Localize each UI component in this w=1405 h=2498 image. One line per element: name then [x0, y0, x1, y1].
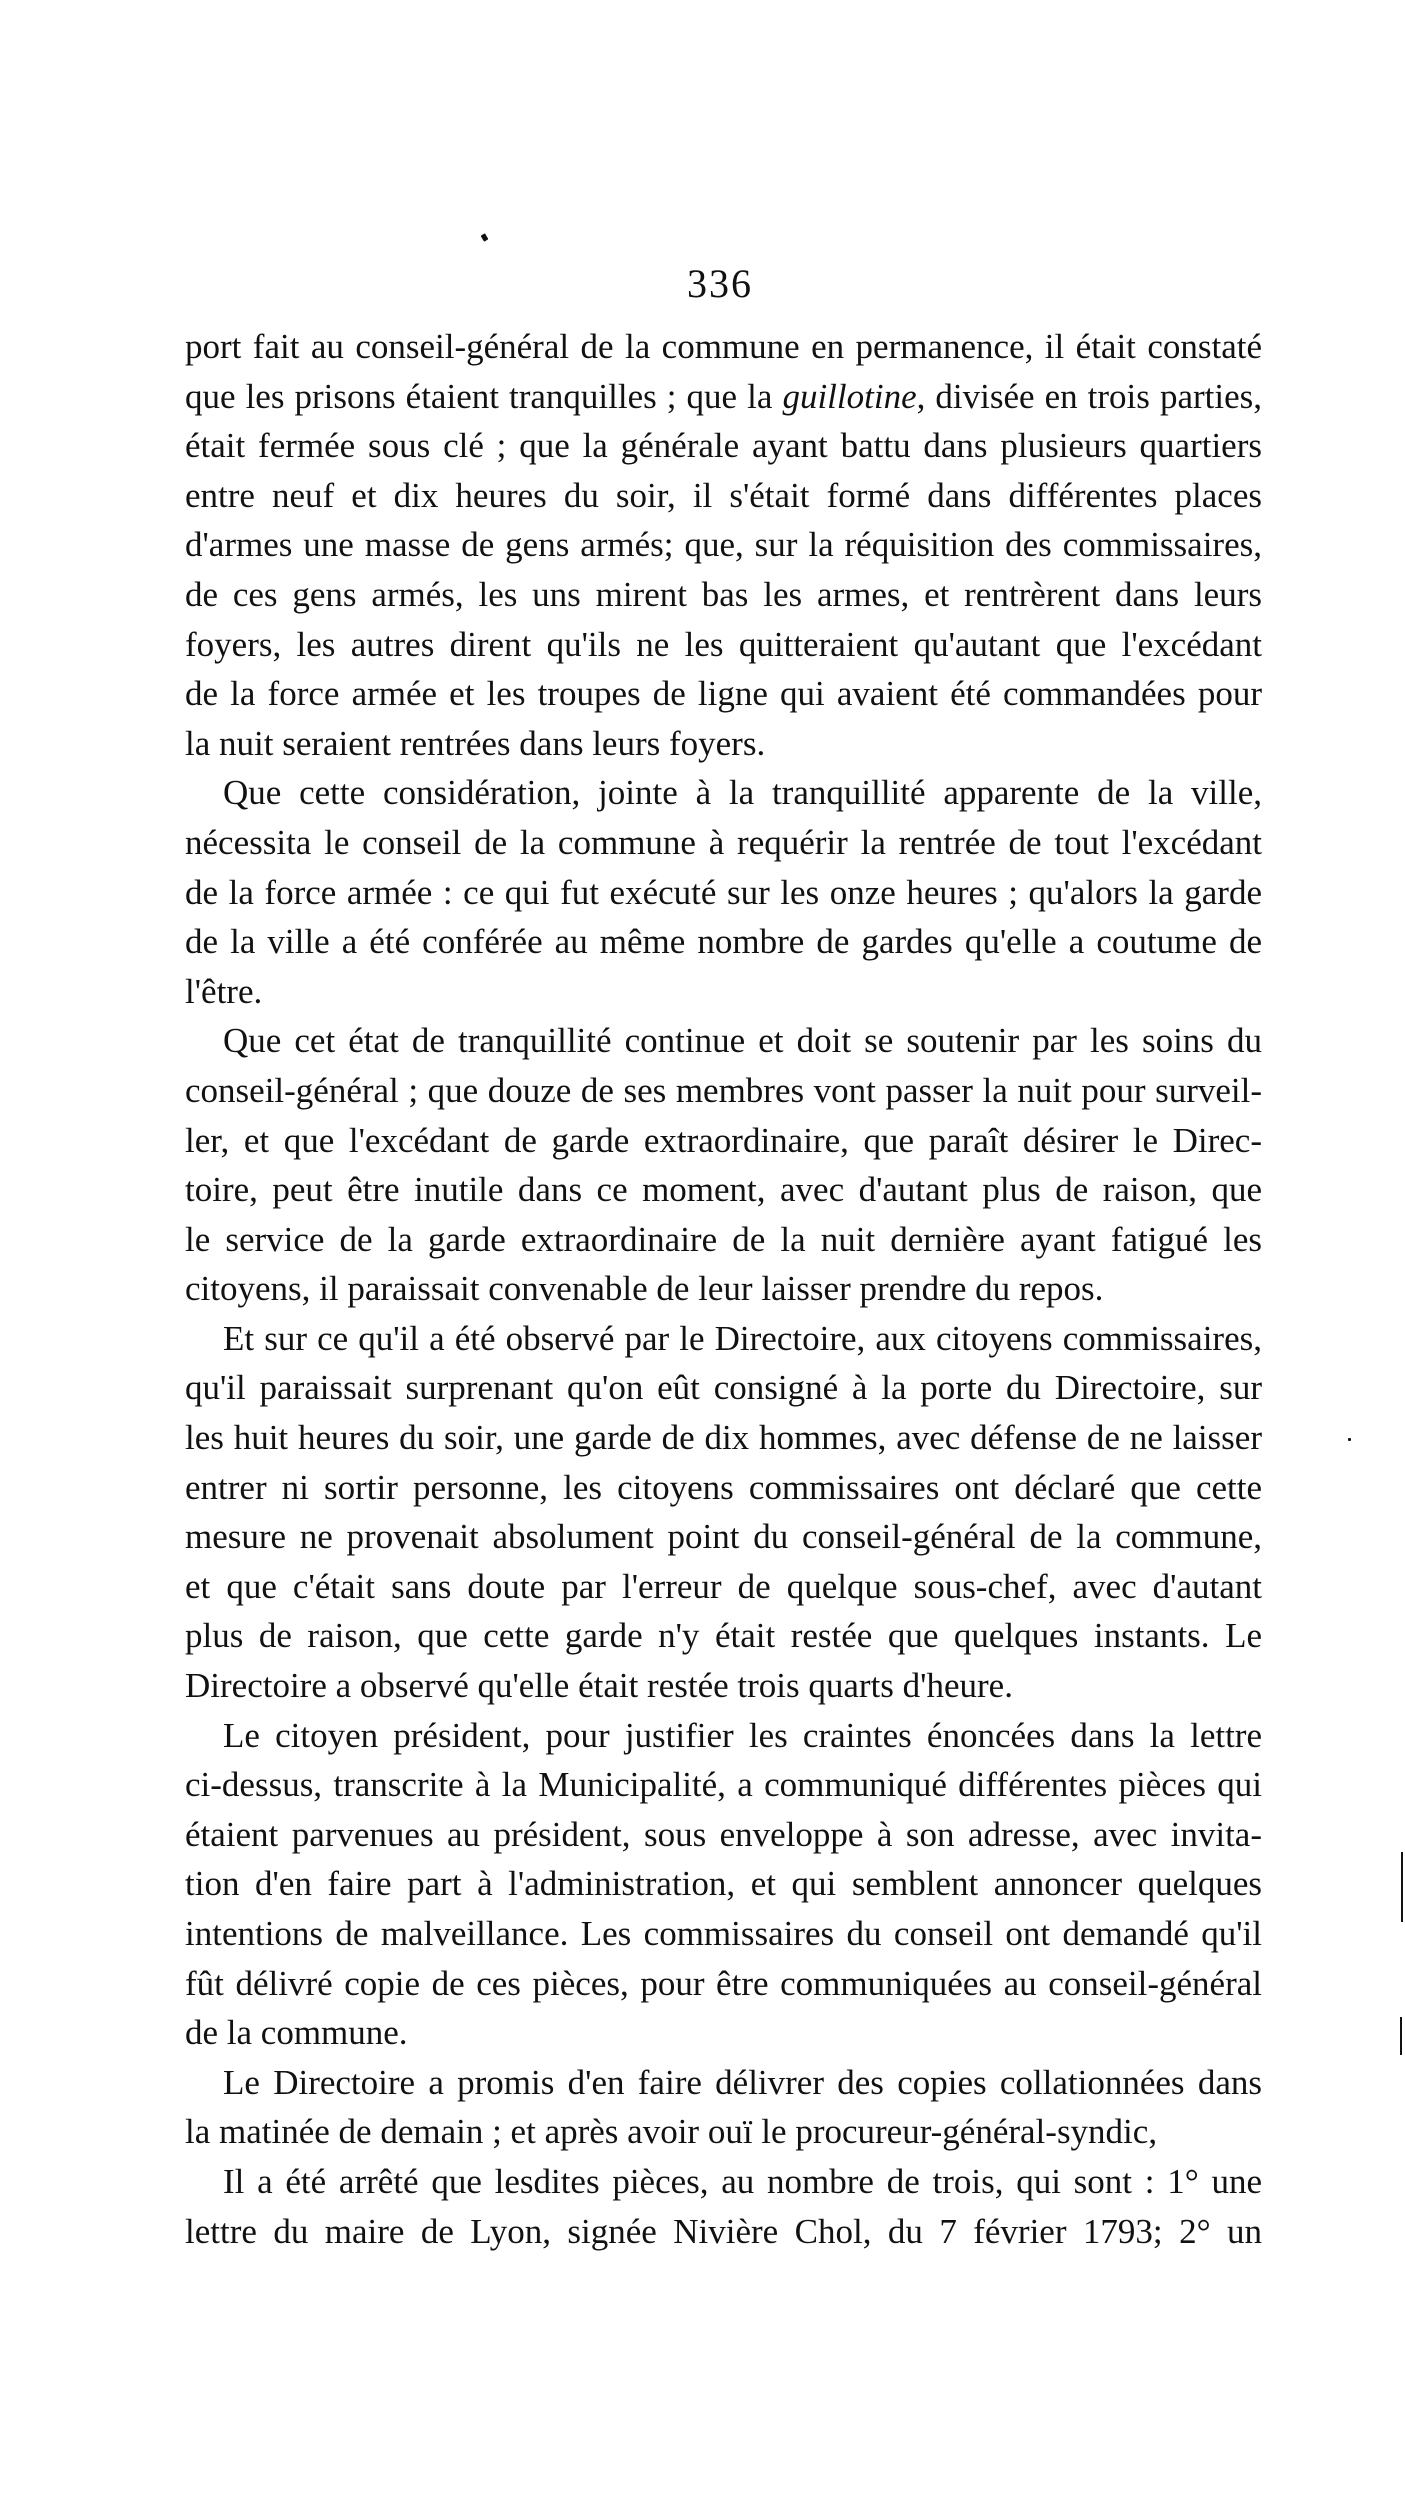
- text-line: de la ville a été conférée au même nombre de gardes qu'elle a coutume de: [185, 922, 1262, 962]
- body-text: [185, 322, 1262, 2256]
- text-line: les huit heures du soir, une garde de dix hommes, avec défense de ne laisser: [185, 1418, 1262, 1458]
- text-line: la matinée de demain ; et après avoir ouï le procureur-général-syndic,: [185, 2112, 1158, 2152]
- text-line: entrer ni sortir personne, les citoyens commissaires ont déclaré que cette: [185, 1467, 1262, 1507]
- text-line: qu'il paraissait surprenant qu'on eût consigné à la porte du Directoire, sur: [185, 1368, 1262, 1408]
- text-line: Le Directoire a promis d'en faire délivrer des copies collationnées dans: [223, 2062, 1262, 2102]
- text-line: nécessita le conseil de la commune à requérir la rentrée de tout l'excédant: [185, 822, 1262, 862]
- text-line: plus de raison, que cette garde n'y était restée que quelques instants. Le: [185, 1616, 1262, 1656]
- text-line: entre neuf et dix heures du soir, il s'était formé dans différentes places: [185, 475, 1262, 515]
- scan-speck: [1348, 1438, 1351, 1441]
- text-line: intentions de malveillance. Les commissaires du conseil ont demandé qu'il: [185, 1914, 1262, 1953]
- paragraph: [185, 322, 1262, 768]
- text-line: de la force armée et les troupes de ligne qui avaient été commandées pour: [185, 674, 1262, 714]
- text-line: était fermée sous clé ; que la générale ayant battu dans plusieurs quartiers: [185, 426, 1262, 466]
- text-line: mesure ne provenait absolument point du conseil-général de la commune,: [185, 1517, 1262, 1557]
- text-line: la nuit seraient rentrées dans leurs foyers.: [185, 723, 766, 763]
- text-line: lettre du maire de Lyon, signée Nivière Chol, du 7 février 1793; 2° un: [185, 2211, 1262, 2251]
- text-line: d'armes une masse de gens armés; que, sur la réquisition des commissaires,: [185, 525, 1262, 565]
- text-line: Le citoyen président, pour justifier les craintes énoncées dans la lettre: [223, 1715, 1262, 1755]
- text-line: de la commune.: [185, 2013, 408, 2053]
- text-line: le service de la garde extraordinaire de la nuit dernière ayant fatigué les: [185, 1219, 1262, 1259]
- text-line: ci-dessus, transcrite à la Municipalité, a communiqué différentes pièces qui: [185, 1765, 1262, 1805]
- text-line: foyers, les autres dirent qu'ils ne les quitteraient qu'autant que l'excédant: [185, 624, 1262, 664]
- text-line: de ces gens armés, les uns mirent bas les armes, et rentrèrent dans leurs: [185, 574, 1262, 614]
- text-line: toire, peut être inutile dans ce moment, avec d'autant plus de raison, que: [185, 1170, 1262, 1210]
- paragraph: [185, 1016, 1262, 1314]
- text-line: tion d'en faire part à l'administration, et qui semblent annoncer quelques: [185, 1864, 1262, 1904]
- text-line: fût délivré copie de ces pièces, pour être communiquées au conseil-général: [185, 1963, 1262, 2003]
- text-line: et que c'était sans doute par l'erreur de quelque sous-chef, avec d'autant: [185, 1566, 1262, 1606]
- paragraph: [185, 2157, 1262, 2256]
- text-line: port fait au conseil-général de la commune en permanence, il était constaté: [185, 327, 1262, 366]
- text-line: Que cette considération, jointe à la tranquillité apparente de la ville,: [223, 773, 1262, 813]
- paragraph: [185, 1314, 1262, 1711]
- text-line: étaient parvenues au président, sous enveloppe à son adresse, avec invita-: [185, 1814, 1262, 1854]
- text-line: l'être.: [185, 971, 263, 1011]
- scan-speck: [481, 233, 489, 242]
- paragraph: [185, 1711, 1262, 2058]
- text-line: conseil-général ; que douze de ses membres vont passer la nuit pour surveil-: [185, 1070, 1262, 1110]
- page-number: 336: [687, 261, 753, 306]
- text-line: Il a été arrêté que lesdites pièces, au nombre de trois, qui sont : 1° une: [223, 2161, 1262, 2201]
- text-line: Directoire a observé qu'elle était restée trois quarts d'heure.: [185, 1666, 1013, 1706]
- text-line: Que cet état de tranquillité continue et doit se soutenir par les soins du: [223, 1021, 1262, 1061]
- text-line: ler, et que l'excédant de garde extraordinaire, que paraît désirer le Direc-: [185, 1120, 1262, 1160]
- text-line: que les prisons étaient tranquilles ; que la guillotine, divisée en trois parties,: [185, 376, 1262, 416]
- paragraph: [185, 2058, 1262, 2157]
- scan-edge-mark: [1400, 2017, 1402, 2055]
- text-line: de la force armée : ce qui fut exécuté sur les onze heures ; qu'alors la garde: [185, 872, 1262, 912]
- text-line: Et sur ce qu'il a été observé par le Directoire, aux citoyens commissaires,: [223, 1318, 1262, 1358]
- text-line: citoyens, il paraissait convenable de leur laisser prendre du repos.: [185, 1269, 1104, 1309]
- paragraph: [185, 768, 1262, 1016]
- scan-edge-mark: [1401, 1852, 1403, 1922]
